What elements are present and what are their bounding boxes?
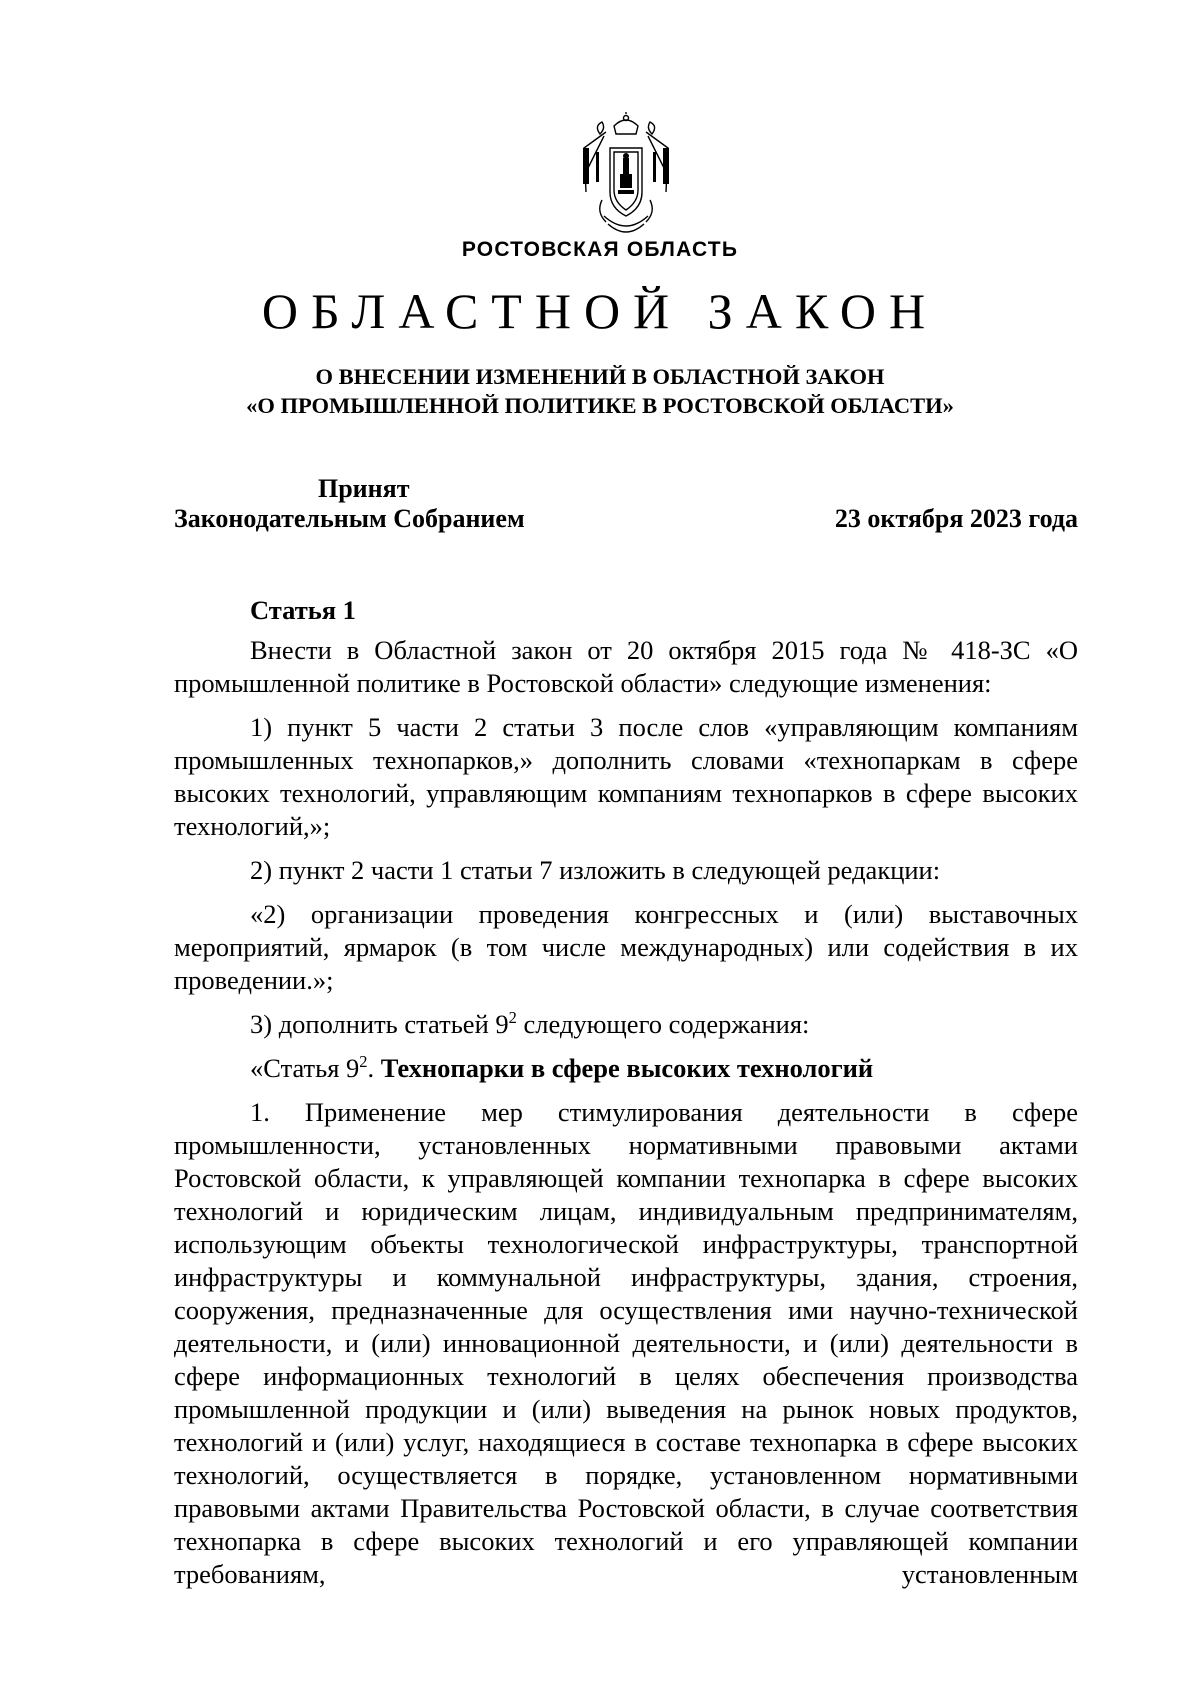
amendment-item-3 (174, 1008, 1078, 1041)
new-article-superscript: 2 (359, 1052, 368, 1072)
new-article-heading (174, 1052, 1078, 1085)
law-type-heading: ОБЛАСТНОЙ ЗАКОН (261, 283, 939, 339)
adopted-by: Законодательным Собранием (174, 504, 525, 533)
law-subject (0, 362, 1200, 420)
region-name: РОСТОВСКАЯ ОБЛАСТЬ (461, 238, 739, 261)
amendment-item-1: 1) пункт 5 части 2 статьи 3 после слов «управляющим компаниям промышленных технопарков,» дополнить словами «технопаркам в сфере высоких технологий, управляющим компаниям технопарков в сфере высоких технологий,»; (174, 712, 1078, 841)
amendment-item-2-text: «2) организации проведения конгрессных и (или) выставочных мероприятий, ярмарок (в том числе международных) или содействия в их проведении.»; (174, 899, 1078, 995)
law-subject-line-2: «О ПРОМЫШЛЕННОЙ ПОЛИТИКЕ В РОСТОВСКОЙ ОБЛАСТИ» (246, 393, 954, 418)
adoption-date: 23 октября 2023 года (834, 504, 1078, 533)
new-article-title: Технопарки в сфере высоких технологий (380, 1053, 874, 1083)
law-body (174, 594, 1078, 1591)
amendment-item-3-suffix: следующего содержания: (516, 1009, 810, 1039)
law-subject-line-1: О ВНЕСЕНИИ ИЗМЕНЕНИЙ В ОБЛАСТНОЙ ЗАКОН (315, 364, 885, 389)
amendment-item-3-superscript: 2 (508, 1008, 517, 1028)
adopted-label: Принят (318, 474, 410, 503)
new-article-paragraph-1: 1. Применение мер стимулирования деятельности в сфере промышленности, установленных нормативными правовыми актами Ростовской области, к управляющей компании технопарка в сфере высоких технологий и юридическим лицам, индивидуальным предпринимателям, использующим объекты технологической инфраструктуры, транспортной инфраструктуры и коммунальной инфраструктуры, здания, строения, сооружения, предназначенные для осуществления ими научно-технической деятельности, и (или) инновационной деятельности, и (или) деятельности в сфере информационных технологий в целях обеспечения производства промышленной продукции и (или) выведения на рынок новых продуктов, технологий и (или) услуг, находящиеся в составе технопарка в сфере высоких технологий, осуществляется в порядке, установленном нормативными правовыми актами Правительства Ростовской области, в случае соответствия технопарка в сфере высоких технологий и его управляющей компании требованиям, установленным (174, 1097, 1078, 1589)
amendment-item-3-prefix: 3) дополнить статьей 9 (250, 1009, 509, 1039)
article-intro: Внести в Областной закон от 20 октября 2015 года № 418-ЗС «О промышленной политике в Ростовской области» следующие изменения: (174, 635, 1078, 698)
coat-of-arms-emblem (576, 112, 676, 242)
new-article-dot: . (367, 1053, 381, 1083)
article-title: Статья 1 (250, 595, 356, 625)
amendment-item-2: 2) пункт 2 части 1 статьи 7 изложить в следующей редакции: (250, 855, 941, 885)
new-article-prefix: «Статья 9 (250, 1053, 360, 1083)
